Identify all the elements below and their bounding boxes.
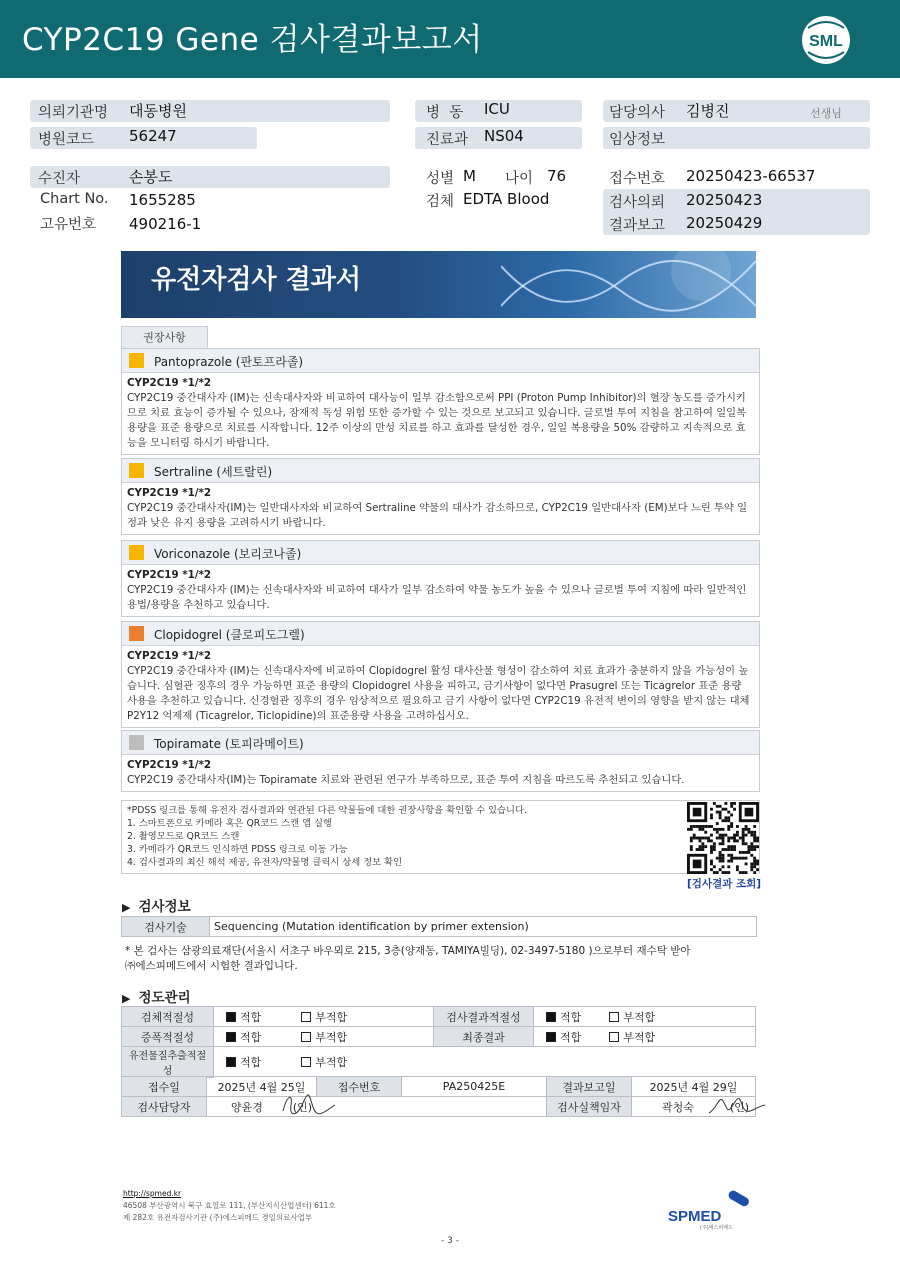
report-header bbox=[0, 0, 900, 78]
sex-label: 성별 bbox=[426, 171, 455, 187]
dna-graphic bbox=[501, 251, 756, 318]
chart-value: 1655285 bbox=[129, 191, 196, 209]
exam-note: * 본 검사는 삼광의료재단(서울시 서초구 바우뫼로 215, 3층(양재동, TAMIYA빌딩), 02-3497-5180 )으로부터 재수탁 받아 bbox=[125, 945, 691, 957]
clinical-label: 임상정보 bbox=[609, 132, 666, 148]
qc-fail: 부적합 bbox=[301, 1011, 347, 1024]
qc-fail: 부적합 bbox=[609, 1031, 655, 1044]
checked-box-icon bbox=[226, 1012, 236, 1022]
report-date: 2025년 4월 29일 bbox=[632, 1077, 756, 1097]
spmed-logo bbox=[668, 1188, 768, 1231]
checked-box-icon bbox=[546, 1032, 556, 1042]
report-date-label: 결과보고일 bbox=[547, 1077, 632, 1097]
drug-name: Voriconazole (보리코나졸) bbox=[154, 547, 302, 561]
pdss-box bbox=[121, 800, 760, 874]
tester-label: 검사담당자 bbox=[122, 1097, 207, 1117]
drug-status-indicator bbox=[129, 353, 144, 368]
drug-genotype: CYP2C19 *1/*2 bbox=[127, 759, 212, 771]
pdss-line: 3. 카메라가 QR코드 인식하면 PDSS 링크로 이동 가능 bbox=[127, 844, 348, 855]
drug-card bbox=[121, 621, 760, 728]
reception-value: 20250423-66537 bbox=[686, 167, 816, 185]
exam-table bbox=[121, 916, 757, 937]
footer-info bbox=[123, 1188, 336, 1224]
company-name: SPMED bbox=[668, 1208, 722, 1225]
qc-label: 최종결과 bbox=[434, 1027, 534, 1047]
dept-label: 진료과 bbox=[426, 132, 469, 148]
recommendation-tab: 권장사항 bbox=[121, 326, 208, 348]
report-label: 결과보고 bbox=[609, 218, 666, 234]
recv-date-label: 접수일 bbox=[122, 1077, 207, 1097]
qc-label: 증폭적절성 bbox=[122, 1027, 214, 1047]
drug-card-header bbox=[122, 349, 759, 373]
drug-genotype: CYP2C19 *1/*2 bbox=[127, 377, 212, 389]
reception-label: 접수번호 bbox=[609, 171, 666, 187]
ward-value: ICU bbox=[484, 100, 510, 118]
footer-url[interactable]: http://spmed.kr bbox=[123, 1189, 182, 1198]
drug-name: Pantoprazole (판토프라졸) bbox=[154, 355, 304, 369]
uid-label: 고유번호 bbox=[40, 217, 97, 233]
exam-section-title: ▶ 검사정보 bbox=[122, 895, 191, 915]
drug-genotype: CYP2C19 *1/*2 bbox=[127, 569, 212, 581]
sml-logo bbox=[800, 14, 852, 66]
pdss-line: 1. 스마트폰으로 카메라 혹은 QR코드 스캔 앱 실행 bbox=[127, 818, 332, 829]
unchecked-box-icon bbox=[301, 1012, 311, 1022]
director-signature bbox=[707, 1089, 767, 1119]
hospital-code-value: 56247 bbox=[129, 127, 177, 145]
tester-name: 양윤경 bbox=[231, 1100, 263, 1114]
pdss-line: 2. 촬영모드로 QR코드 스캔 bbox=[127, 831, 240, 842]
drug-recommendation: CYP2C19 중간대사자(IM)는 일반대사자와 비교하여 Sertraline 약물의 대사가 감소하므로, CYP2C19 일반대사자 (EM)보다 느린 투약 일정과 낮은 유지 용량을 고려하시기 바랍니다. bbox=[127, 502, 748, 529]
qr-code[interactable] bbox=[687, 802, 759, 874]
drug-recommendation: CYP2C19 중간대사자 (IM)는 신속대사자에 비교하여 Clopidogrel 활성 대사산물 형성이 감소하여 치료 효과가 충분하지 않을 가능성이 높습니다. 심혈관 징후의 경우 가능하면 표준 용량의 Clopidogrel 사용을 피하고, 금기사항이 없다면 Prasugrel 또는 Ticagrelor 표준 용량 사용을 추천하고 있습니다. 신경혈관 징후의 경우 임상적으로 필요하고 금기 사항이 없다면 CYP2C19 유전적 변이의 영향을 받지 않는 대체 P2Y12 억제제 (Ticagrelor, Ticlopidine)의 표준용량 사용을 고려하십시오. bbox=[127, 665, 750, 722]
tech-label: 검사기술 bbox=[122, 917, 210, 937]
report-title: CYP2C19 Gene 검사결과보고서 bbox=[22, 22, 483, 58]
chart-label: Chart No. bbox=[40, 191, 109, 207]
uid-value: 490216-1 bbox=[129, 215, 202, 233]
tech-value: Sequencing (Mutation identification by primer extension) bbox=[210, 917, 757, 937]
qc-pass: 적합 bbox=[226, 1031, 261, 1044]
qc-pass: 적합 bbox=[226, 1011, 261, 1024]
qc-section-title: ▶ 정도관리 bbox=[122, 986, 191, 1006]
footer-address: 46508 부산광역시 북구 효열로 111, (부산지식산업센터) 611호 bbox=[123, 1201, 336, 1210]
checked-box-icon bbox=[226, 1032, 236, 1042]
drug-status-indicator bbox=[129, 463, 144, 478]
exam-note: ㈜에스피메드에서 시험한 결과입니다. bbox=[125, 960, 298, 972]
tester-signature bbox=[279, 1091, 339, 1119]
drug-card-header bbox=[122, 622, 759, 646]
qc-label: 유전물질추출적절성 bbox=[122, 1047, 214, 1078]
age-label: 나이 bbox=[505, 171, 534, 187]
unchecked-box-icon bbox=[609, 1032, 619, 1042]
recv-no-label: 접수번호 bbox=[317, 1077, 402, 1097]
drug-status-indicator bbox=[129, 626, 144, 641]
qc-fail: 부적합 bbox=[301, 1031, 347, 1044]
recv-no: PA250425E bbox=[402, 1077, 547, 1097]
drug-status-indicator bbox=[129, 735, 144, 750]
result-link[interactable]: [검사결과 조회] bbox=[687, 878, 762, 890]
drug-recommendation: CYP2C19 중간대사자 (IM)는 신속대사자와 비교하여 대사가 일부 감소하여 약물 농도가 높을 수 있으나 글로벌 투여 지침에 따라 일반적인 용법/용량을 추천하고 있습니다. bbox=[127, 584, 747, 611]
drug-card-header bbox=[122, 459, 759, 483]
signature-table bbox=[121, 1076, 756, 1117]
checked-box-icon bbox=[226, 1057, 236, 1067]
report-value: 20250429 bbox=[686, 214, 763, 232]
doctor-value: 김병진 bbox=[686, 102, 730, 120]
drug-recommendation: CYP2C19 중간대사자(IM)는 Topiramate 치료와 관련된 연구가 부족하므로, 표준 투여 지침을 따르도록 추천되고 있습니다. bbox=[127, 774, 685, 786]
director-name: 곽청숙 bbox=[662, 1100, 694, 1114]
doctor-label: 담당의사 bbox=[609, 105, 666, 121]
request-label: 검사의뢰 bbox=[609, 195, 666, 211]
recv-date: 2025년 4월 25일 bbox=[207, 1077, 317, 1097]
drug-name: Sertraline (세트랄린) bbox=[154, 465, 273, 479]
drug-card bbox=[121, 348, 760, 455]
tester-seal: (인) bbox=[292, 1100, 313, 1114]
qc-label: 검체적절성 bbox=[122, 1007, 214, 1027]
ward-label: 병 동 bbox=[426, 105, 464, 121]
unchecked-box-icon bbox=[609, 1012, 619, 1022]
pdss-line: *PDSS 링크를 통해 유전자 검사결과와 연관된 다른 약물들에 대한 권장사항을 확인할 수 있습니다. bbox=[127, 805, 527, 816]
specimen-value: EDTA Blood bbox=[463, 190, 550, 208]
director-seal: (인) bbox=[729, 1100, 750, 1114]
page-number: - 3 - bbox=[441, 1236, 459, 1246]
qc-fail: 부적합 bbox=[609, 1011, 655, 1024]
institution-value: 대동병원 bbox=[129, 102, 187, 120]
drug-status-indicator bbox=[129, 545, 144, 560]
dept-value: NS04 bbox=[484, 127, 524, 145]
drug-card bbox=[121, 458, 760, 535]
institution-label: 의뢰기관명 bbox=[38, 105, 109, 121]
specimen-label: 검체 bbox=[426, 194, 455, 210]
qc-fail: 부적합 bbox=[301, 1056, 347, 1069]
footer-registration: 제 282호 유전자검사기관 (주)에스피메드 경일의료사업부 bbox=[123, 1213, 313, 1222]
qc-pass: 적합 bbox=[546, 1011, 581, 1024]
age-value: 76 bbox=[547, 167, 567, 185]
banner-title: 유전자검사 결과서 bbox=[151, 265, 361, 295]
capsule-icon bbox=[724, 1188, 754, 1210]
result-banner bbox=[121, 251, 756, 318]
director-label: 검사실책임자 bbox=[547, 1097, 632, 1117]
logo-text: SML bbox=[809, 33, 843, 50]
qc-label: 검사결과적절성 bbox=[434, 1007, 534, 1027]
qc-pass: 적합 bbox=[226, 1056, 261, 1069]
patient-value: 손봉도 bbox=[129, 168, 173, 186]
doctor-suffix: 선생님 bbox=[810, 107, 842, 120]
drug-card bbox=[121, 730, 760, 792]
drug-genotype: CYP2C19 *1/*2 bbox=[127, 487, 212, 499]
checked-box-icon bbox=[546, 1012, 556, 1022]
request-value: 20250423 bbox=[686, 191, 763, 209]
hospital-code-label: 병원코드 bbox=[38, 132, 95, 148]
patient-row-bg bbox=[30, 166, 390, 188]
patient-label: 수진자 bbox=[38, 171, 81, 187]
drug-recommendation: CYP2C19 중간대사자 (IM)는 신속대사자와 비교하여 대사능이 일부 감소함으로써 PPI (Proton Pump Inhibitor)의 혈장 농도를 증가시키므로 치료 효능이 증가될 수 있으나, 잠재적 독성 위험 또한 증가할 수 있는 것으로 보고되고 있습니다. 글로벌 투여 지침을 참고하여 일일복용량을 표준 용량으로 치료를 시작합니다. 12주 이상의 만성 치료를 하고 효과를 달성한 경우, 일일 복용량을 50% 감량하고 지속적으로 효능을 모니터링 하시기 바랍니다. bbox=[127, 392, 747, 449]
drug-name: Topiramate (토피라메이트) bbox=[154, 737, 304, 751]
qc-table bbox=[121, 1006, 756, 1078]
sex-value: M bbox=[463, 167, 476, 185]
qc-pass: 적합 bbox=[546, 1031, 581, 1044]
drug-genotype: CYP2C19 *1/*2 bbox=[127, 650, 212, 662]
unchecked-box-icon bbox=[301, 1032, 311, 1042]
drug-card-header bbox=[122, 541, 759, 565]
pdss-line: 4. 검사결과의 최신 해석 제공, 유전자/약물명 클릭시 상세 정보 확인 bbox=[127, 857, 403, 868]
drug-card-header bbox=[122, 731, 759, 755]
drug-name: Clopidogrel (클로피도그렐) bbox=[154, 628, 305, 642]
company-sub: (주)에스피메드 bbox=[700, 1225, 733, 1231]
unchecked-box-icon bbox=[301, 1057, 311, 1067]
drug-card bbox=[121, 540, 760, 617]
